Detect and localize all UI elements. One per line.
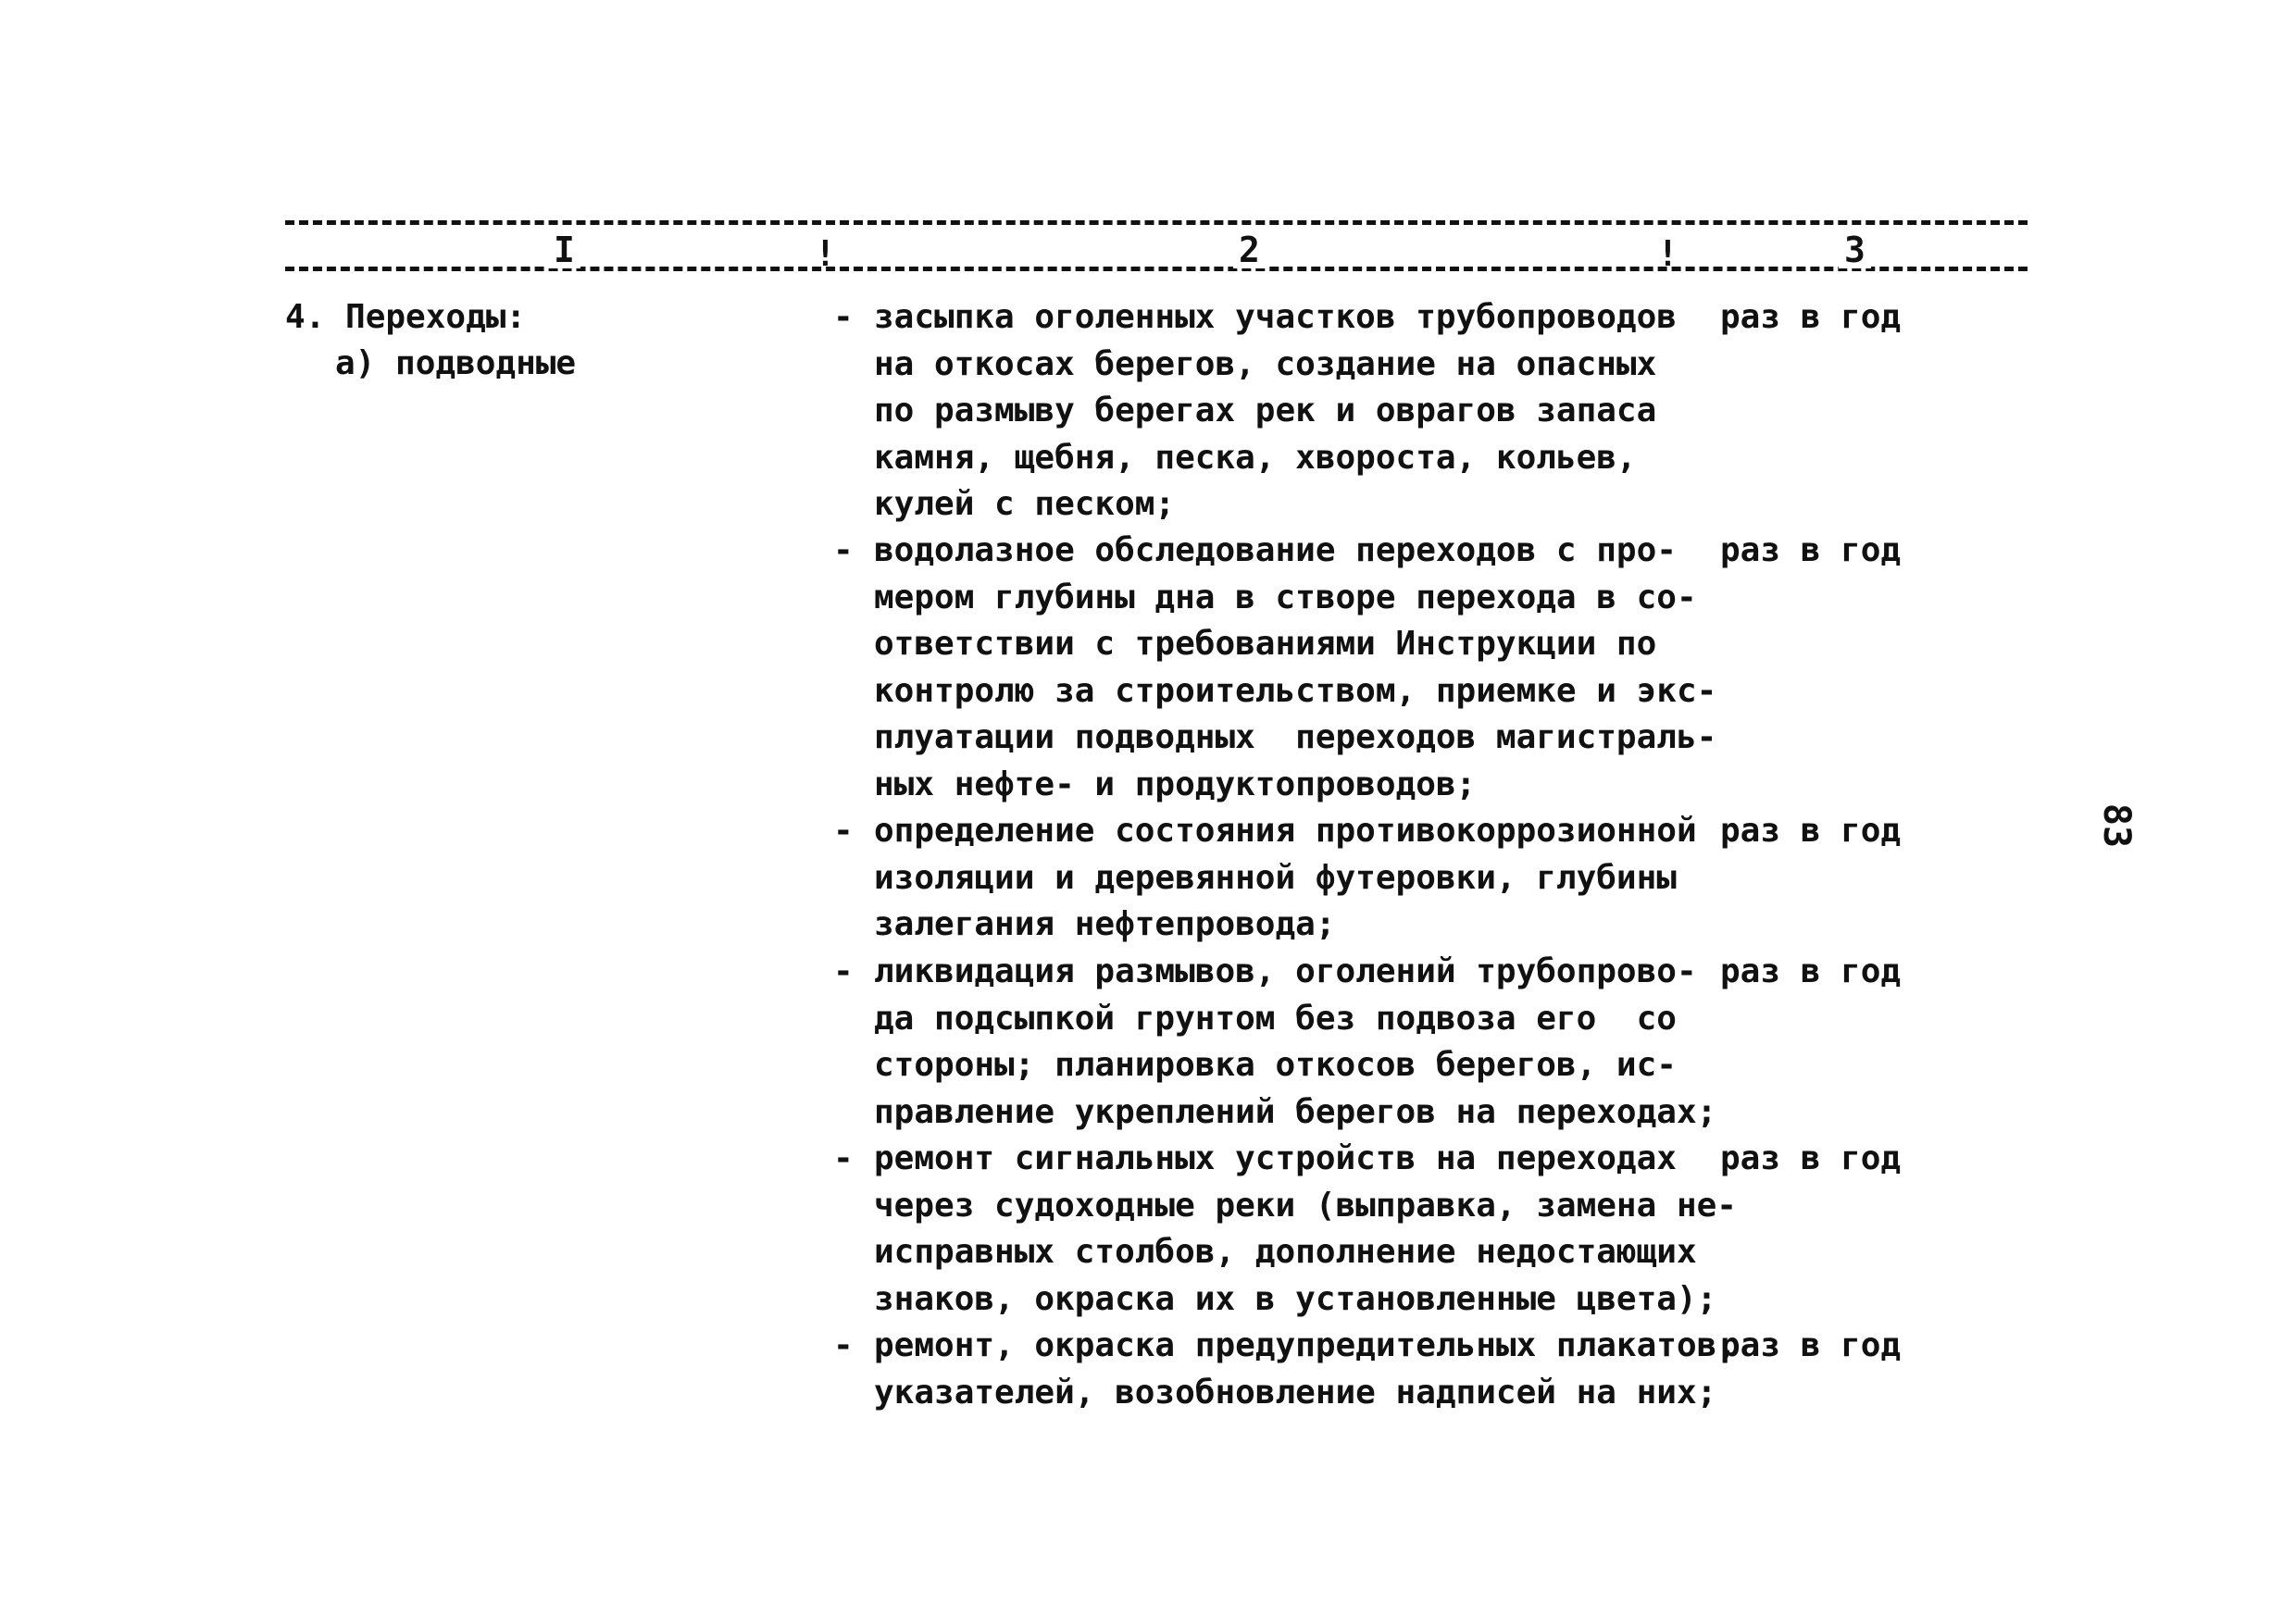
description-line: плуатации подводных переходов магистраль- (874, 718, 1717, 756)
description-line: водолазное обследование переходов с про- (874, 531, 1677, 569)
row-frequency: раз в год (1720, 1326, 1902, 1364)
description-line: ремонт, окраска предупредительных плакатов, (874, 1326, 1737, 1364)
description-line: контролю за строительством, приемке и экс- (874, 671, 1717, 710)
description-line: засыпка оголенных участков трубопроводов (874, 298, 1677, 336)
row-frequency: раз в год (1720, 298, 1902, 336)
description-line: камня, щебня, песка, хвороста, кольев, (874, 438, 1637, 477)
row-description (874, 808, 1697, 949)
description-line: залегания нефтепровода; (874, 905, 1336, 943)
row-frequency: раз в год (1720, 812, 1902, 850)
description-line: стороны; планировка откосов берегов, ис- (874, 1046, 1677, 1084)
column-1-number: I (548, 231, 580, 268)
description-line: через судоходные реки (выправка, замена не- (874, 1186, 1737, 1225)
description-line: кулей с песком; (874, 485, 1176, 523)
row-frequency: раз в год (1720, 952, 1902, 990)
description-line: указателей, возобновление надписей на них; (874, 1373, 1717, 1412)
column-separator: ! (1657, 233, 1678, 274)
row-frequency: раз в год (1720, 1139, 1902, 1177)
page-number: 83 (2095, 802, 2139, 849)
bullet-dash: - (833, 1326, 854, 1364)
description-line: мером глубины дна в створе перехода в со- (874, 578, 1697, 616)
bullet-dash: - (833, 952, 854, 990)
description-line: ремонт сигнальных устройств на переходах (874, 1139, 1677, 1177)
description-line: знаков, окраска их в установленные цвета); (874, 1279, 1717, 1318)
column-2-number: 2 (1233, 231, 1266, 268)
item-subheading: а) подводные (335, 344, 577, 382)
description-line: определение состояния противокоррозионной (874, 812, 1697, 850)
description-line: на откосах берегов, создание на опасных (874, 344, 1657, 383)
row-description (874, 528, 1716, 808)
description-line: да подсыпкой грунтом без подвоза его со (874, 999, 1677, 1038)
bullet-dash: - (833, 531, 854, 569)
bullet-dash: - (833, 1139, 854, 1177)
description-line: ответствии с требованиями Инструкции по (874, 625, 1657, 663)
bullet-dash: - (833, 812, 854, 850)
bullet-dash: - (833, 298, 854, 336)
row-frequency: раз в год (1720, 531, 1902, 569)
row-description (874, 1323, 1737, 1416)
row-description (874, 1136, 1737, 1323)
table-header-bottom-rule (285, 267, 2028, 271)
description-line: правление укреплений берегов на переходах; (874, 1092, 1717, 1131)
row-description (874, 294, 1677, 529)
table-header-top-rule (285, 220, 2028, 225)
description-line: ликвидация размывов, оголений трубопрово- (874, 952, 1697, 990)
item-heading: 4. Переходы: (285, 298, 527, 336)
description-line: исправных столбов, дополнение недостающих (874, 1233, 1697, 1271)
column-separator: ! (815, 233, 836, 274)
description-line: ных нефте- и продуктопроводов; (874, 765, 1477, 803)
description-line: изоляции и деревянной футеровки, глубины (874, 858, 1677, 897)
column-3-number: 3 (1839, 231, 1871, 268)
description-line: по размыву берегах рек и оврагов запаса (874, 392, 1657, 429)
row-description (874, 949, 1716, 1136)
